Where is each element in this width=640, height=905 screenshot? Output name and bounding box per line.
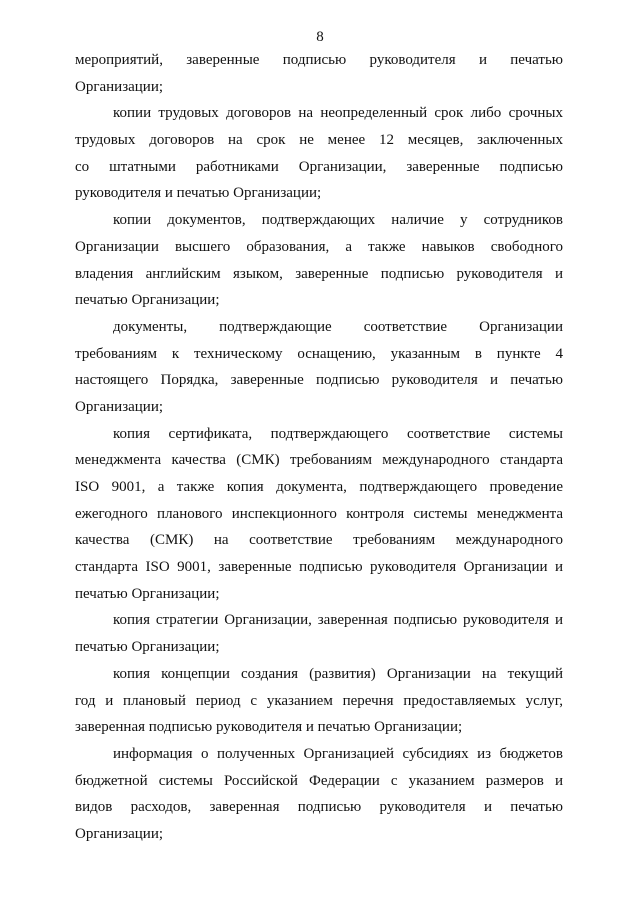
text-line: ISO 9001, а также копия документа, подтверждающего проведение	[75, 479, 563, 495]
text-line: менеджмента качества (СМК) требованиям международного стандарта	[75, 452, 563, 469]
list-item	[75, 207, 563, 314]
text-line: Организации;	[75, 825, 164, 842]
text-line: документы, подтверждающие соответствие Организации	[113, 318, 563, 335]
text-line: печатью Организации;	[75, 292, 220, 309]
text-line: копии документов, подтверждающих наличие у сотрудников	[113, 212, 563, 229]
list-item	[75, 661, 563, 741]
text-line: печатью Организации;	[75, 639, 220, 656]
text-line: информация о полученных Организацией субсидиях из бюджетов	[113, 745, 563, 762]
text-line: мероприятий, заверенные подписью руководителя и печатью	[75, 52, 563, 68]
document-body	[75, 47, 563, 848]
text-line: стандарта ISO 9001, заверенные подписью руководителя Организации и	[75, 559, 563, 576]
page-number: 8	[316, 29, 324, 45]
text-line: владения английским языком, заверенные подписью руководителя и	[75, 265, 563, 282]
text-line: ежегодного планового инспекционного контроля системы менеджмента	[75, 505, 563, 522]
continuation-paragraph	[75, 47, 563, 100]
list-item	[75, 421, 563, 608]
text-line: бюджетной системы Российской Федерации с указанием размеров и	[75, 772, 563, 789]
text-line: заверенная подписью руководителя и печатью Организации;	[75, 719, 463, 736]
text-line: Организации высшего образования, а также навыков свободного	[75, 238, 563, 255]
text-line: со штатными работниками Организации, заверенные подписью	[75, 158, 563, 175]
text-line: копия стратегии Организации, заверенная подписью руководителя и	[113, 612, 563, 629]
text-line: качества (СМК) на соответствие требованиям международного	[75, 532, 563, 549]
text-line: видов расходов, заверенная подписью руководителя и печатью	[75, 799, 563, 816]
text-line: настоящего Порядка, заверенные подписью руководителя и печатью	[75, 372, 563, 389]
text-line: копии трудовых договоров на неопределенный срок либо срочных	[113, 105, 563, 122]
text-line: копия концепции создания (развития) Организации на текущий	[113, 665, 563, 682]
text-line: Организации;	[75, 398, 164, 415]
list-item	[75, 100, 563, 207]
text-line: руководителя и печатью Организации;	[75, 185, 322, 202]
list-item	[75, 741, 563, 848]
text-line: требованиям к техническому оснащению, указанным в пункте 4	[75, 345, 563, 362]
text-line: печатью Организации;	[75, 585, 220, 602]
list-item	[75, 314, 563, 421]
text-line: трудовых договоров на срок не менее 12 месяцев, заключенных	[75, 132, 563, 149]
text-line: копия сертификата, подтверждающего соответствие системы	[113, 425, 563, 442]
text-line: Организации;	[75, 78, 164, 95]
text-line: год и плановый период с указанием перечня предоставляемых услуг,	[75, 692, 563, 709]
list-item	[75, 607, 563, 660]
